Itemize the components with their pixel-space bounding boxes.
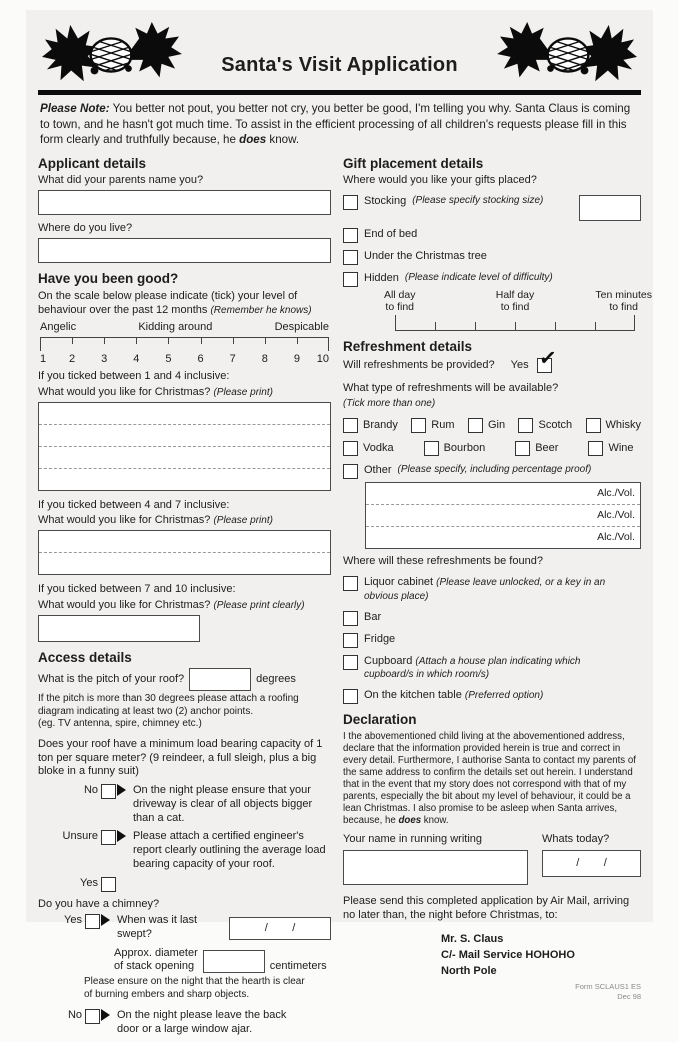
wish-4-7-condition: If you ticked between 4 and 7 inclusive: — [38, 498, 230, 511]
alc-vol-row[interactable] — [366, 483, 640, 505]
location-bar — [343, 611, 641, 626]
load-no-label: No — [83, 784, 98, 797]
vodka-checkbox[interactable] — [343, 441, 358, 456]
gift-placement-heading: Gift placement details — [343, 155, 484, 171]
wish-1-4-question — [38, 386, 331, 400]
arrow-right-icon — [101, 914, 110, 926]
refreshments-yes-label: Yes — [510, 358, 529, 371]
wish-question-text: What would you like for Christmas? — [38, 514, 214, 527]
wish-question-hint: (Please print) — [213, 386, 273, 398]
right-column — [343, 154, 652, 1042]
alc-vol-row[interactable] — [366, 527, 640, 548]
under-tree-label: Under the Christmas tree — [364, 250, 487, 263]
wish-7-10-input[interactable] — [38, 615, 200, 642]
whisky-checkbox[interactable] — [586, 418, 601, 433]
difficulty-scale — [383, 289, 652, 331]
name-question: What did your parents name you? — [38, 174, 204, 187]
stocking-hint: (Please specify stocking size) — [412, 195, 544, 207]
diameter-label — [114, 947, 198, 973]
rum-checkbox[interactable] — [411, 418, 426, 433]
please-note — [40, 101, 639, 148]
pitch-input[interactable] — [189, 668, 251, 691]
declaration-heading: Declaration — [343, 712, 417, 728]
alc-vol-row[interactable] — [366, 505, 640, 527]
difficulty-label-ten-minutes: Ten minutes to find — [595, 289, 652, 314]
behaviour-scale-ruler[interactable] — [40, 337, 329, 351]
kitchen-table-label: On the kitchen table — [364, 689, 465, 702]
pitch-note-text: If the pitch is more than 30 degrees please attach a roofing diagram indicating at least two (2) anchor points. — [38, 693, 299, 717]
pitch-note — [38, 693, 331, 731]
mailing-address — [441, 932, 641, 980]
bar-label: Bar — [364, 610, 382, 623]
wish-7-10-condition: If you ticked between 7 and 10 inclusive: — [38, 583, 236, 596]
note-text-end: know. — [266, 133, 300, 147]
name-input[interactable] — [38, 190, 331, 215]
swept-question: When was it last swept? — [117, 914, 198, 941]
other-label: Other — [364, 464, 392, 477]
scale-label-despicable: Despicable — [274, 321, 329, 334]
end-of-bed-checkbox[interactable] — [343, 228, 358, 243]
rum-label: Rum — [431, 418, 455, 431]
hidden-checkbox[interactable] — [343, 272, 358, 287]
left-column — [38, 154, 331, 1042]
date-label: Whats today? — [542, 833, 610, 846]
under-tree-checkbox[interactable] — [343, 250, 358, 265]
end-of-bed-label: End of bed — [364, 228, 418, 241]
chimney-yes-checkbox[interactable] — [85, 914, 100, 929]
wish-4-7-input[interactable] — [38, 530, 331, 575]
refreshment-type-question: What type of refreshments will be available? — [343, 382, 559, 395]
scale-number: 4 — [133, 353, 140, 366]
behaviour-instructions-text: On the scale below please indicate (tick) your level of behaviour over the past 12 months — [38, 289, 298, 316]
wine-label: Wine — [608, 441, 634, 454]
behaviour-instructions-note: (Remember he knows) — [210, 304, 312, 316]
wish-question-text: What would you like for Christmas? — [38, 385, 214, 398]
signature-input[interactable] — [343, 850, 528, 885]
declaration-emphasis: does — [398, 815, 422, 827]
kitchen-table-checkbox[interactable] — [343, 689, 358, 704]
load-unsure-checkbox[interactable] — [101, 830, 116, 845]
signature-label: Your name in running writing — [343, 833, 483, 846]
scale-label-angelic: Angelic — [40, 321, 77, 334]
bourbon-label: Bourbon — [443, 441, 486, 454]
holly-decoration-icon — [493, 20, 643, 93]
scale-number: 1 — [40, 353, 47, 366]
refreshment-details-heading: Refreshment details — [343, 339, 473, 355]
other-hint: (Please specify, including percentage proof) — [397, 464, 592, 476]
wish-question-hint: (Please print) — [213, 515, 273, 527]
signature-row — [343, 833, 641, 885]
scale-number: 10 — [316, 353, 329, 366]
address-location: North Pole — [441, 965, 497, 978]
arrow-right-icon — [117, 830, 126, 842]
vodka-label: Vodka — [363, 441, 394, 454]
refreshment-type-hint: (Tick more than one) — [343, 397, 436, 409]
pitch-unit: degrees — [256, 673, 296, 686]
found-question: Where will these refreshments be found? — [343, 555, 543, 568]
wish-1-4-condition: If you ticked between 1 and 4 inclusive: — [38, 370, 230, 383]
behaviour-instructions — [38, 290, 331, 318]
scale-number: 9 — [293, 353, 300, 366]
brandy-checkbox[interactable] — [343, 418, 358, 433]
send-instructions: Please send this completed application by Air Mail, arriving no later than, the night before Christmas, to: — [343, 894, 630, 921]
been-good-heading: Have you been good? — [38, 270, 179, 286]
checkmark-icon: ✓ — [537, 346, 558, 371]
brandy-label: Brandy — [363, 418, 398, 431]
scale-number: 8 — [261, 353, 268, 366]
note-label: Please Note: — [40, 102, 110, 115]
diameter-label-line1: Approx. diameter — [114, 946, 198, 959]
scale-number: 6 — [197, 353, 204, 366]
location-fridge — [343, 633, 641, 648]
hidden-label: Hidden — [364, 272, 399, 285]
stocking-label: Stocking — [364, 195, 407, 208]
chimney-no-checkbox[interactable] — [85, 1009, 100, 1024]
gift-option-stocking — [343, 195, 641, 221]
form-reference-date: Dec 98 — [617, 991, 641, 1001]
load-yes-checkbox[interactable] — [101, 877, 116, 892]
address-name: Mr. S. Claus — [441, 933, 504, 946]
load-yes-row — [38, 877, 331, 892]
gift-option-under-tree — [343, 250, 641, 265]
chimney-no-label: No — [67, 1009, 82, 1022]
location-cupboard — [343, 655, 641, 683]
gift-option-end-of-bed — [343, 228, 641, 243]
scale-number: 2 — [69, 353, 76, 366]
access-details-heading: Access details — [38, 649, 132, 665]
beer-label: Beer — [535, 441, 559, 454]
wish-1-4-input[interactable] — [38, 402, 331, 491]
other-checkbox[interactable] — [343, 464, 358, 479]
arrow-right-icon — [101, 1009, 110, 1021]
form-reference — [343, 982, 641, 1001]
wish-7-10-question — [38, 599, 331, 613]
chimney-no-text: On the night please leave the back door or a large window ajar. — [117, 1009, 287, 1036]
drinks-row-2 — [343, 441, 641, 456]
refreshments-yes-checkbox[interactable] — [537, 346, 558, 373]
bourbon-checkbox[interactable] — [424, 441, 439, 456]
behaviour-scale-numbers — [40, 353, 329, 366]
stocking-size-input[interactable] — [579, 195, 641, 221]
kitchen-table-hint: (Preferred option) — [464, 690, 544, 702]
alc-vol-label: Alc./Vol. — [597, 531, 635, 544]
load-unsure-row — [38, 830, 331, 871]
form-page — [26, 10, 653, 1036]
wine-checkbox[interactable] — [588, 441, 603, 456]
load-no-row — [38, 784, 331, 825]
diameter-label-line2: of stack opening — [114, 960, 195, 973]
drinks-row-1 — [343, 418, 641, 433]
liquor-cabinet-label: Liquor cabinet — [364, 576, 437, 589]
chimney-no-row — [38, 1009, 331, 1037]
difficulty-label-half-day: Half day to find — [495, 289, 535, 314]
hearth-note: Please ensure on the night that the hearth is clear of burning embers and sharp objects. — [84, 976, 305, 1000]
whisky-label: Whisky — [605, 418, 641, 431]
gin-checkbox[interactable] — [468, 418, 483, 433]
alc-vol-label: Alc./Vol. — [597, 509, 635, 522]
liquor-cabinet-checkbox[interactable] — [343, 576, 358, 591]
form-header — [38, 14, 641, 88]
cupboard-label: Cupboard — [364, 654, 416, 667]
beer-checkbox[interactable] — [515, 441, 530, 456]
location-kitchen-table — [343, 689, 641, 704]
chimney-yes-row — [38, 914, 331, 942]
scotch-checkbox[interactable] — [518, 418, 533, 433]
note-text: You better not pout, you better not cry, you better be good, I'm telling you why. Santa Claus is coming to town, and he hasn't got much time. To assist in the efficient processing of all children's requests please fill in this form clearly and truthfully because, he — [40, 102, 631, 147]
behaviour-scale-labels — [40, 321, 329, 335]
scotch-label: Scotch — [538, 418, 573, 431]
diameter-input[interactable] — [203, 950, 265, 973]
pitch-note-examples: (eg. TV antenna, spire, chimney etc.) — [38, 718, 202, 730]
cupboard-checkbox[interactable] — [343, 655, 358, 670]
load-no-checkbox[interactable] — [101, 784, 116, 799]
scale-label-kidding: Kidding around — [138, 321, 213, 334]
form-reference-number: Form SCLAUS1 ES — [575, 982, 641, 992]
wish-question-text: What would you like for Christmas? — [38, 598, 214, 611]
gift-option-hidden — [343, 272, 641, 287]
address-question: Where do you live? — [38, 222, 133, 235]
load-yes-label: Yes — [80, 876, 98, 889]
gin-label: Gin — [487, 418, 506, 431]
load-bearing-question: Does your roof have a minimum load bearing capacity of 1 ton per square meter? (9 reindeer, a full sleigh, plus a big bloke in a funny suit) — [38, 737, 323, 778]
fridge-label: Fridge — [364, 632, 396, 645]
hidden-hint: (Please indicate level of difficulty) — [404, 272, 553, 284]
note-emphasis: does — [239, 133, 267, 147]
chimney-yes-label: Yes — [64, 914, 82, 927]
difficulty-scale-ruler[interactable] — [395, 315, 635, 331]
cupboard-hint: (Attach a house plan indicating which cupboard/s in which room/s) — [364, 655, 581, 681]
load-unsure-text: Please attach a certified engineer's report clearly outlining the average load bearing capacity of your roof. — [133, 830, 326, 870]
scale-number: 7 — [229, 353, 236, 366]
page-title: Santa's Visit Application — [221, 54, 458, 76]
wish-4-7-question — [38, 514, 331, 528]
other-drinks-input[interactable] — [365, 482, 641, 549]
applicant-details-heading: Applicant details — [38, 155, 147, 171]
liquor-cabinet-hint: (Please leave unlocked, or a key in an obvious place) — [364, 577, 606, 602]
drink-other-row — [343, 464, 641, 479]
bar-checkbox[interactable] — [343, 611, 358, 626]
address-service: C/- Mail Service HOHOHO — [441, 949, 575, 962]
diameter-unit: centimeters — [269, 959, 327, 972]
holly-decoration-icon — [36, 20, 186, 93]
difficulty-label-all-day: All day to find — [383, 289, 416, 314]
gift-placement-question: Where would you like your gifts placed? — [343, 174, 537, 187]
wish-question-hint: (Please print clearly) — [213, 599, 305, 611]
scale-number: 3 — [101, 353, 108, 366]
load-no-text: On the night please ensure that your driveway is clear of all objects bigger than a cat. — [133, 784, 313, 824]
fridge-checkbox[interactable] — [343, 633, 358, 648]
chimney-question: Do you have a chimney? — [38, 897, 160, 910]
pitch-question: What is the pitch of your roof? — [38, 673, 185, 686]
refreshments-question: Will refreshments be provided? — [343, 358, 495, 371]
date-input[interactable]: / / — [542, 850, 641, 877]
stocking-checkbox[interactable] — [343, 195, 358, 210]
swept-date-input[interactable]: / / — [229, 917, 331, 940]
location-liquor-cabinet — [343, 576, 641, 604]
declaration-text — [343, 731, 641, 827]
load-unsure-label: Unsure — [62, 830, 98, 843]
alc-vol-label: Alc./Vol. — [597, 487, 635, 500]
arrow-right-icon — [117, 784, 126, 796]
scale-number: 5 — [165, 353, 172, 366]
declaration-body-end: know. — [421, 815, 449, 827]
address-input[interactable] — [38, 238, 331, 263]
declaration-body: I the abovementioned child living at the abovementioned address, declare that the information provided herein is true and correct in every detail. Furthermore, I authorise Santa to contact my parents of the same address to confirm the details set out herein. I understand that in the event that my story does not correspond with that of my parents, especially the bit about my level of behaviour, it could be a lean Christmas. I also promise to be asleep when Santa arrives, because, he — [343, 730, 636, 827]
